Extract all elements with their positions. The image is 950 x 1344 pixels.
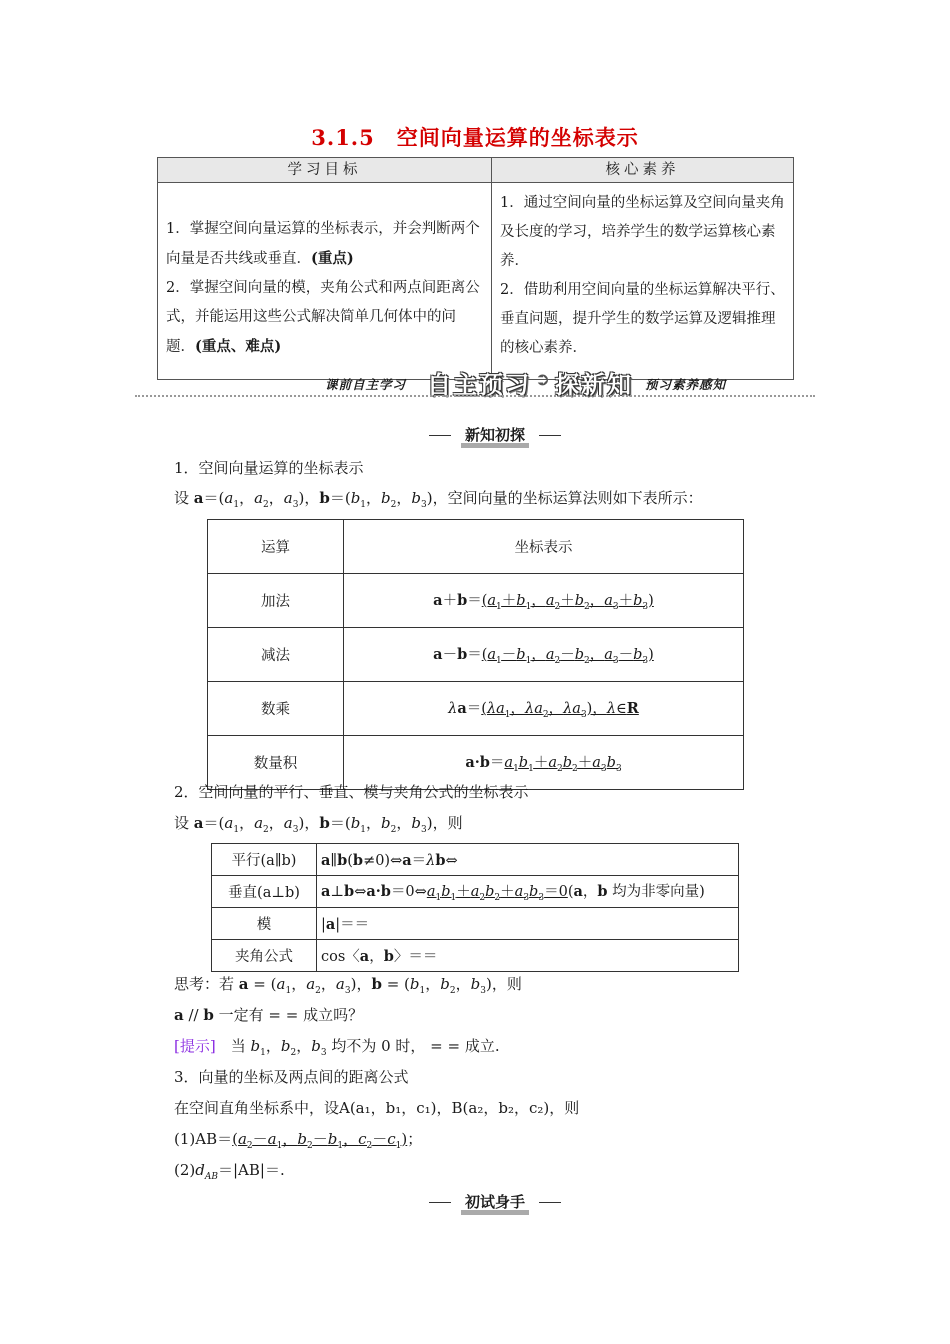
- ops-header-op: 运算: [208, 520, 344, 574]
- dotted-divider: [135, 395, 815, 397]
- rel-label: 夹角公式: [212, 940, 317, 972]
- ops-header-coord: 坐标表示: [344, 520, 744, 574]
- section-1-heading: 1．空间向量运算的坐标表示: [174, 459, 364, 477]
- hint-label: [提示]: [174, 1037, 216, 1055]
- rel-label: 垂直(a⊥b): [212, 876, 317, 908]
- section-3-intro: 在空间直角坐标系中，设A(a₁，b₁，c₁)，B(a₂，b₂，c₂)，则: [174, 1099, 580, 1117]
- rel-formula: cos〈a，b〉＝＝: [317, 940, 739, 972]
- goal-left-2: 2．掌握空间向量的模，夹角公式和两点间距离公式，并能运用这些公式解决简单几何体中的问题．(重点、难点): [166, 280, 480, 355]
- ops-row-name: 加法: [208, 574, 344, 628]
- learning-goals-table: [157, 157, 794, 380]
- goal-right-1: 1．通过空间向量的坐标运算及空间向量夹角及长度的学习，培养学生的数学运算核心素养．: [500, 195, 785, 269]
- section-2-heading: 2．空间向量的平行、垂直、模与夹角公式的坐标表示: [174, 783, 529, 801]
- banner-left-text: 课前自主学习: [325, 377, 407, 392]
- ops-row-name: 减法: [208, 628, 344, 682]
- section-3-heading: 3．向量的坐标及两点间的距离公式: [174, 1068, 409, 1086]
- tag-try-it: 初试身手: [425, 1193, 565, 1213]
- banner-right-text: 预习素养感知: [645, 377, 727, 392]
- ops-row-formula: $a+b=(a_1+b_1$，$a_2+b_2$，$a_3+b_3$): [344, 574, 744, 628]
- rel-formula: a∥b(b≠0)⇔a＝λb⇔: [317, 844, 739, 876]
- ops-row-formula: $a-b=(a_1-b_1$，$a_2-b_2$，$a_3-b_3$): [344, 628, 744, 682]
- goal-note: (重点、难点): [195, 338, 282, 355]
- arrow-icon: ➲: [535, 369, 551, 390]
- goals-left-cell: [158, 183, 492, 380]
- section-1-intro: 设 $a=(a_1$，$a_2$，$a_3$)，$b=(b_1$，$b_2$，$b_3$)，空间向量的坐标运算法则如下表所示：: [174, 489, 703, 510]
- think-question: 思考：若 $a = (a_1$，$a_2$，$a_3$)，$b = (b_1$，$b_2$，$b_3$)，则: [174, 975, 522, 996]
- ops-row-name: 数量积: [208, 736, 344, 790]
- section-banner: [135, 365, 815, 397]
- goals-header-right: 核心素养: [492, 158, 794, 183]
- formula-distance: $(2)d_{AB}=|AB|=$.: [174, 1161, 285, 1182]
- goal-note: (重点): [311, 250, 354, 267]
- rel-formula: $a\perp b\Leftrightarrow a\cdot b=0\Leftrightarrow a_1b_1+a_2b_2+a_3b_3=0(a$，b 均为非零向量): [317, 876, 739, 908]
- banner-title-2: 探新知: [555, 371, 633, 399]
- rel-label: 模: [212, 908, 317, 940]
- operations-table: [207, 519, 744, 790]
- rel-formula: |a|＝＝: [317, 908, 739, 940]
- goal-right-2: 2．借助利用空间向量的坐标运算解决平行、垂直问题，提升学生的数学运算及逻辑推理的核心素养．: [500, 282, 785, 356]
- ops-row-name: 数乘: [208, 682, 344, 736]
- goals-right-cell: [492, 183, 794, 380]
- page-title: 3.1.5 空间向量运算的坐标表示: [311, 125, 639, 150]
- hint-line: [提示] 当 $b_1$，$b_2$，$b_3$ 均不为 0 时， = = 成立.: [174, 1037, 500, 1058]
- goal-left-1: 1．掌握空间向量运算的坐标表示，并会判断两个向量是否共线或垂直．(重点): [166, 221, 480, 267]
- formula-ab-vector: $(1)AB=(a_2-a_1$，$b_2-b_1$，$c_2-c_1$)；: [174, 1130, 423, 1151]
- ops-row-formula: $a\cdot b=a_1b_1+a_2b_2+a_3b_3$: [344, 736, 744, 790]
- banner-title-1: 自主预习: [427, 371, 531, 399]
- ops-row-formula: $\lambda a=(\lambda a_1$，$\lambda a_2$，$\lambda a_3$)，λ∈R: [344, 682, 744, 736]
- think-question-2: a // b 一定有 = = 成立吗？: [174, 1006, 364, 1024]
- rel-label: 平行(a∥b): [212, 844, 317, 876]
- relations-table: [211, 843, 739, 972]
- tag-new-knowledge: 新知初探: [425, 426, 565, 446]
- section-2-intro: 设 $a=(a_1$，$a_2$，$a_3$)，$b=(b_1$，$b_2$，$b_3$)，则: [174, 814, 463, 835]
- goals-header-left: 学习目标: [158, 158, 492, 183]
